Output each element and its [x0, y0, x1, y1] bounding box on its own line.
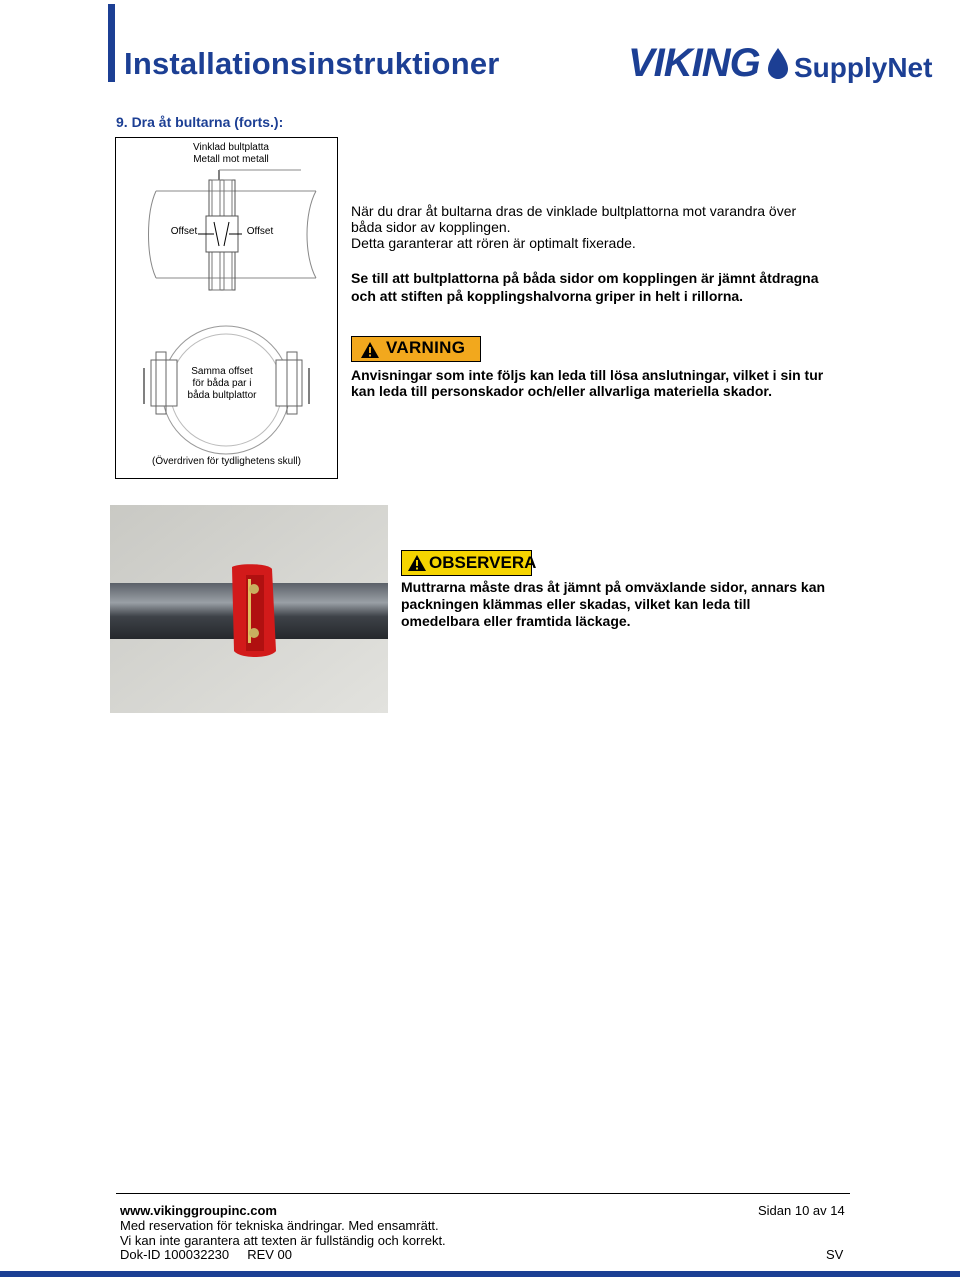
notice-text: Muttrarna måste dras åt jämnt på omväxlande sidor, annars kan packningen klämmas eller skadas, vilket kan leda till omedelbara eller framtida läckage. [401, 579, 826, 629]
header-accent-bar [108, 4, 115, 82]
footer-page-number: Sidan 10 av 14 [758, 1203, 845, 1218]
coupling-diagram-figure [115, 137, 338, 479]
top-label-1: Vinklad bultplatta [193, 142, 269, 153]
notice-label-text: OBSERVERA [429, 553, 537, 572]
warning-label [351, 336, 481, 362]
center-label-1: Samma offset [191, 366, 253, 377]
water-drop-icon [768, 48, 788, 79]
warning-label-text: VARNING [386, 338, 466, 357]
footer-rights: Med reservation för tekniska ändringar. Med ensamrätt. [120, 1218, 439, 1233]
offset-right-label: Offset [246, 226, 274, 237]
notice-label [401, 550, 537, 576]
center-label-3: båda bultplattor [187, 390, 257, 401]
bottom-accent-bar [0, 1271, 960, 1277]
page-title: Installationsinstruktioner [124, 46, 500, 81]
footer-doc-id: Dok-ID 100032230 REV 00 [120, 1247, 292, 1262]
footer-divider [116, 1193, 850, 1194]
logo-word: VIKING [628, 41, 760, 85]
footer-url[interactable]: www.vikinggroupinc.com [120, 1203, 277, 1218]
coupling-photo [110, 505, 388, 713]
warning-triangle-icon [407, 554, 427, 572]
offset-left-label: Offset [170, 226, 198, 237]
top-label-2: Metall mot metall [193, 154, 269, 165]
viking-supplynet-logo [628, 40, 934, 88]
warning-triangle-icon [360, 341, 380, 359]
paragraph-instructions: När du drar åt bultarna dras de vinklade bultplattorna mot varandra över båda sidor av kopplingen. Detta garanterar att rören är optimalt fixerade. [351, 203, 797, 251]
center-label-2: för båda par i [192, 378, 252, 389]
section-title: 9. Dra åt bultarna (forts.): [116, 114, 284, 130]
footer-disclaimer: Vi kan inte garantera att texten är fullständig och korrekt. [120, 1233, 446, 1248]
warning-text: Anvisningar som inte följs kan leda till lösa anslutningar, vilket i sin tur kan leda till personskador och/eller allvarliga materiella skador. [351, 367, 824, 399]
footer-language: SV [826, 1247, 844, 1262]
logo-sub: SupplyNet [794, 52, 933, 83]
coupling-diagram [116, 138, 337, 478]
figure-caption: (Överdriven för tydlighetens skull) [152, 456, 301, 467]
paragraph-check: Se till att bultplattorna på båda sidor om kopplingen är jämnt åtdragna och att stiften på kopplingshalvorna griper in helt i rillorna. [351, 270, 819, 304]
